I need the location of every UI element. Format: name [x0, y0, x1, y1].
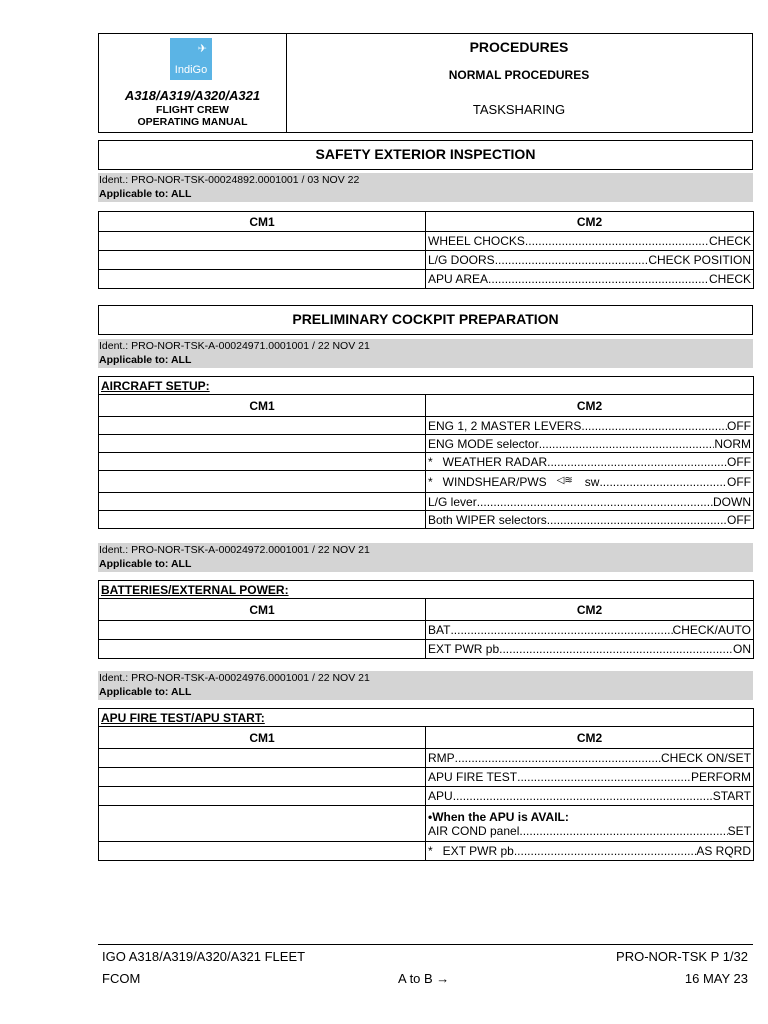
cm1-header: CM1 — [99, 212, 426, 232]
task-item — [428, 455, 751, 469]
task-item — [428, 475, 751, 489]
task-label: * WEATHER RADAR — [428, 454, 548, 469]
task-value: SET — [727, 823, 751, 838]
cm2-cell — [426, 270, 754, 289]
leader-dots — [450, 623, 672, 637]
cm1-cell — [99, 621, 426, 640]
footer-applicability: A to B → — [398, 971, 450, 986]
cm1-header: CM1 — [99, 727, 426, 749]
subsection-title: TASKSHARING — [472, 102, 566, 117]
footer-fleet: IGO A318/A319/A320/A321 FLEET — [102, 949, 306, 964]
manual-name — [99, 104, 286, 128]
pws-symbol-icon: ◁≋ — [556, 474, 573, 486]
cm2-cell — [426, 749, 754, 768]
task-label: L/G DOORS — [428, 253, 495, 267]
task-item — [428, 513, 751, 527]
ident-text: Ident.: PRO-NOR-TSK-00024892.0001001 / 03 NOV 22 — [99, 174, 360, 186]
task-label: BAT — [428, 623, 451, 637]
cm2-header: CM2 — [426, 395, 754, 417]
leader-dots — [525, 234, 709, 248]
cm1-cell — [99, 640, 426, 659]
table-subtitle: AIRCRAFT SETUP: — [99, 377, 754, 395]
cm1-cell — [99, 842, 426, 861]
header-right-block — [286, 34, 752, 132]
footer-date: 16 MAY 23 — [684, 971, 748, 986]
footer-divider — [98, 944, 753, 945]
task-label: APU AREA — [428, 272, 489, 286]
aircraft-model: A318/A319/A320/A321 — [124, 88, 261, 103]
task-value: OFF — [727, 418, 752, 433]
cm2-cell — [426, 232, 754, 251]
cm1-cell — [99, 749, 426, 768]
leader-dots — [499, 642, 733, 656]
leader-dots — [477, 495, 713, 509]
task-label: * WINDSHEAR/PWS — [428, 474, 547, 489]
indigo-logo — [170, 38, 212, 80]
cm1-cell — [99, 270, 426, 289]
ident-block — [98, 173, 753, 202]
leader-dots — [517, 770, 691, 784]
header-left-block — [99, 34, 287, 132]
ident-block — [98, 671, 753, 700]
cm2-cell — [426, 493, 754, 511]
task-value: AS RQRD — [696, 844, 751, 858]
cm2-cell — [426, 435, 754, 453]
task-table-aircraft-setup — [98, 376, 754, 529]
task-label-suffix: sw — [584, 474, 600, 489]
footer-page-ref: PRO-NOR-TSK P 1/32 — [616, 949, 748, 964]
task-item — [428, 770, 751, 784]
cm2-cell — [426, 417, 754, 435]
condition-heading: •When the APU is AVAIL: — [428, 809, 569, 824]
cm2-header: CM2 — [426, 727, 754, 749]
task-value: OFF — [727, 454, 752, 469]
page-header — [98, 33, 753, 133]
cm1-cell — [99, 787, 426, 806]
applicable-text: Applicable to: ALL — [99, 558, 192, 570]
leader-dots — [581, 419, 727, 433]
ident-text: Ident.: PRO-NOR-TSK-A-00024972.0001001 / 22 NOV 21 — [99, 544, 370, 556]
cm2-cell — [426, 511, 754, 529]
task-label: EXT PWR pb — [428, 642, 500, 656]
cm2-cell — [426, 806, 754, 842]
task-label: AIR COND panel — [428, 823, 520, 838]
cm1-cell — [99, 471, 426, 493]
cm2-cell — [426, 768, 754, 787]
ident-text: Ident.: PRO-NOR-TSK-A-00024971.0001001 / 22 NOV 21 — [99, 340, 370, 352]
section-title: NORMAL PROCEDURES — [448, 68, 590, 82]
cm1-cell — [99, 493, 426, 511]
ident-block — [98, 543, 753, 572]
task-item — [428, 234, 751, 248]
task-value: CHECK POSITION — [648, 253, 751, 267]
task-label: * EXT PWR pb — [428, 844, 514, 858]
task-label: WHEEL CHOCKS — [428, 234, 525, 248]
leader-dots — [488, 272, 709, 286]
cm2-header: CM2 — [426, 599, 754, 621]
plane-icon: ✈ — [197, 43, 207, 55]
task-item — [428, 437, 751, 451]
leader-dots — [495, 253, 649, 267]
task-item — [428, 623, 751, 637]
task-label: Both WIPER selectors — [428, 512, 547, 527]
cm2-cell — [426, 621, 754, 640]
task-value: NORM — [714, 436, 752, 451]
chapter-title: PROCEDURES — [469, 39, 569, 55]
task-value: DOWN — [713, 494, 752, 509]
cm1-cell — [99, 768, 426, 787]
cm2-cell — [426, 471, 754, 493]
section-heading-preliminary-cockpit: PRELIMINARY COCKPIT PREPARATION — [98, 305, 753, 335]
task-item — [428, 419, 751, 433]
task-item — [428, 642, 751, 656]
leader-dots — [455, 751, 661, 765]
applicable-text: Applicable to: ALL — [99, 354, 192, 366]
task-item — [428, 844, 751, 858]
task-value: PERFORM — [691, 770, 751, 784]
cm1-cell — [99, 435, 426, 453]
applicable-text: Applicable to: ALL — [99, 686, 192, 698]
cm2-cell — [426, 251, 754, 270]
task-value: CHECK/AUTO — [672, 623, 752, 637]
task-value: CHECK ON/SET — [660, 751, 751, 765]
cm1-cell — [99, 251, 426, 270]
cm1-header: CM1 — [99, 395, 426, 417]
cm2-cell — [426, 787, 754, 806]
task-label: RMP — [428, 751, 455, 765]
task-table-apu — [98, 708, 754, 861]
cm1-cell — [99, 232, 426, 251]
cm1-cell — [99, 417, 426, 435]
task-value: START — [712, 789, 751, 803]
cm1-cell — [99, 453, 426, 471]
manual-name-line1: FLIGHT CREW — [156, 104, 229, 116]
task-label: L/G lever — [428, 494, 477, 509]
task-item — [428, 495, 751, 509]
ident-block — [98, 339, 753, 368]
task-value: CHECK — [708, 234, 751, 248]
cm2-cell — [426, 640, 754, 659]
task-item — [428, 253, 751, 267]
task-item — [428, 751, 751, 765]
leader-dots — [519, 824, 727, 838]
cm1-header: CM1 — [99, 599, 426, 621]
section-heading-safety-exterior: SAFETY EXTERIOR INSPECTION — [98, 140, 753, 170]
table-subtitle: APU FIRE TEST/APU START: — [99, 709, 754, 727]
logo-text: IndiGo — [174, 64, 208, 76]
task-label: APU FIRE TEST — [428, 770, 518, 784]
task-label: APU — [428, 789, 453, 803]
task-table-batteries — [98, 580, 754, 659]
task-label: ENG MODE selector — [428, 436, 539, 451]
cm1-cell — [99, 806, 426, 842]
task-label: ENG 1, 2 MASTER LEVERS — [428, 418, 582, 433]
leader-dots — [547, 513, 727, 527]
task-value: OFF — [727, 512, 752, 527]
ident-text: Ident.: PRO-NOR-TSK-A-00024976.0001001 / 22 NOV 21 — [99, 672, 370, 684]
cm2-cell — [426, 453, 754, 471]
task-value: CHECK — [708, 272, 751, 286]
task-item — [428, 824, 751, 838]
leader-dots — [453, 789, 713, 803]
cm1-cell — [99, 511, 426, 529]
leader-dots — [547, 455, 727, 469]
task-table-safety-exterior — [98, 211, 754, 289]
table-subtitle: BATTERIES/EXTERNAL POWER: — [99, 581, 754, 599]
leader-dots — [539, 437, 715, 451]
task-value: OFF — [727, 474, 752, 489]
applicable-text: Applicable to: ALL — [99, 188, 192, 200]
cm2-header: CM2 — [426, 212, 754, 232]
footer-manual: FCOM — [102, 971, 141, 986]
task-item — [428, 272, 751, 286]
leader-dots — [599, 475, 727, 489]
task-item — [428, 789, 751, 803]
task-value: ON — [733, 642, 752, 656]
cm2-cell — [426, 842, 754, 861]
manual-name-line2: OPERATING MANUAL — [137, 116, 248, 128]
leader-dots — [514, 844, 697, 858]
